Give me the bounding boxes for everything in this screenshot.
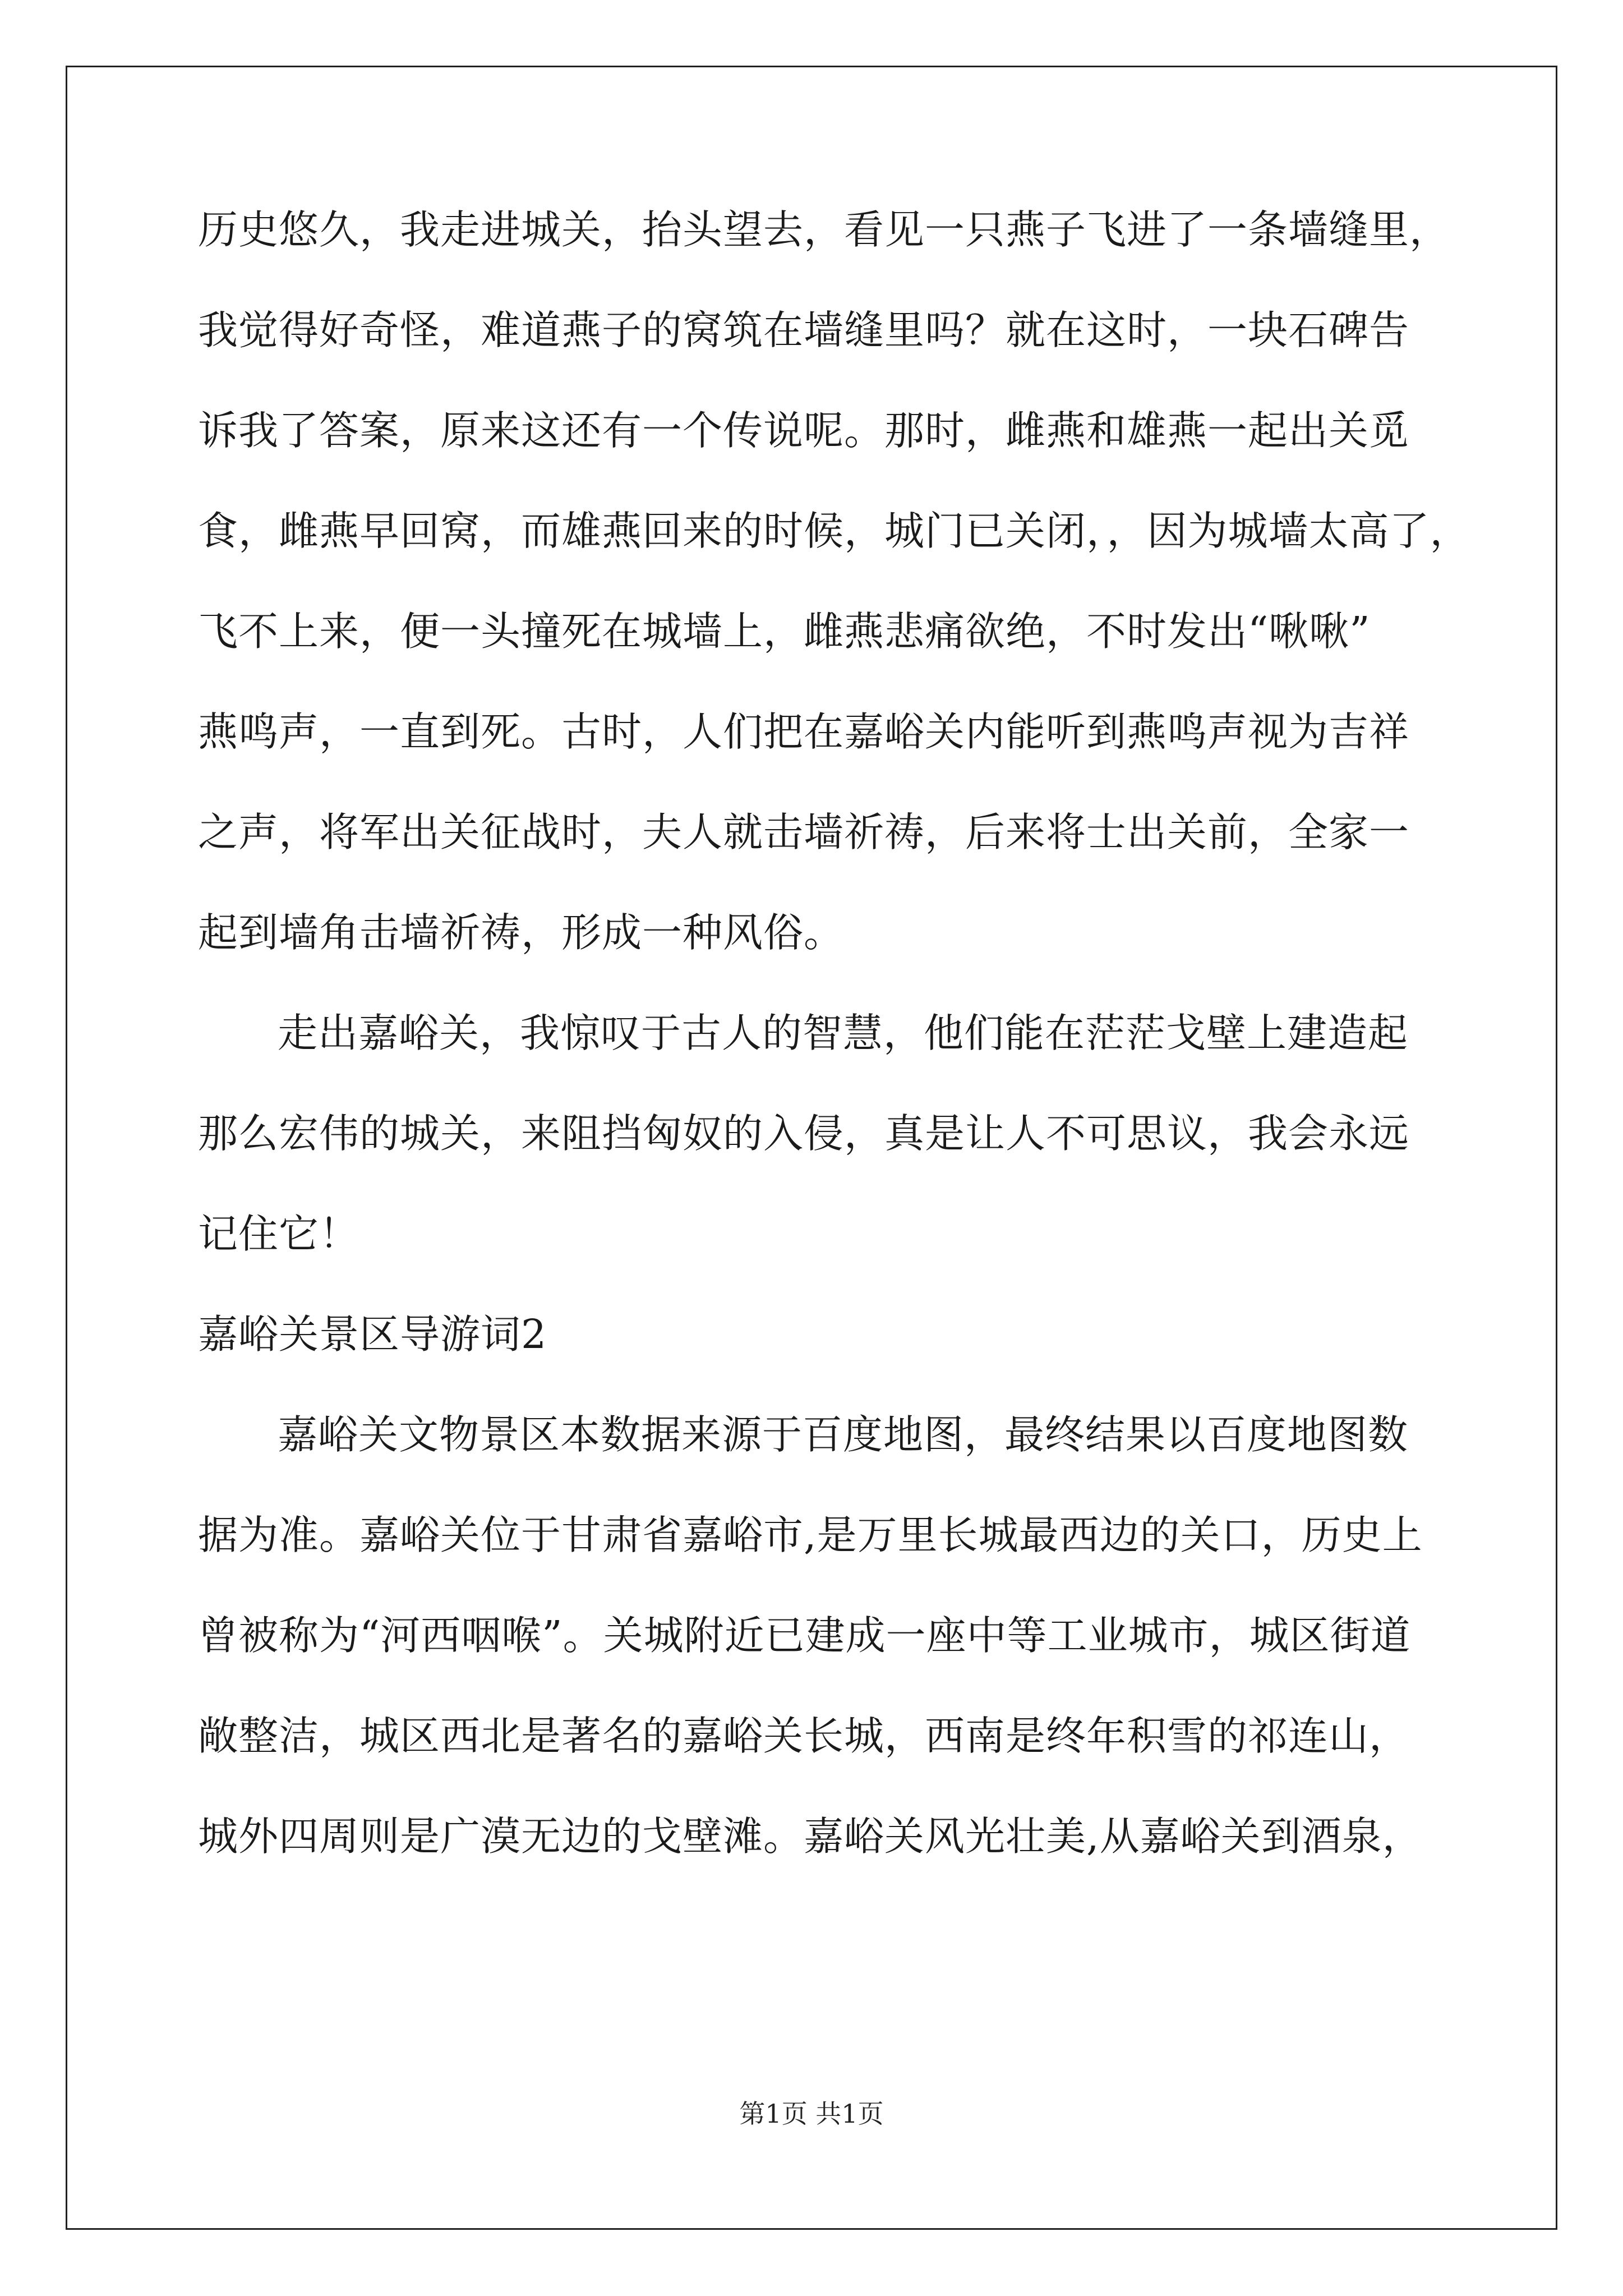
text-line: 据为准。嘉峪关位于甘肃省嘉峪市,是万里长城最西边的关口，历史上 bbox=[198, 1512, 1423, 1558]
paragraph-first-line: 嘉峪关文物景区本数据来源于百度地图，最终结果以百度地图数 bbox=[278, 1411, 1409, 1458]
text-line: 飞不上来，便一头撞死在城墙上，雌燕悲痛欲绝，不时发出“啾啾” bbox=[198, 608, 1371, 655]
text-line: 食，雌燕早回窝，而雄燕回来的时候，城门已关闭，，因为城墙太高了， bbox=[198, 508, 1470, 554]
text-line: 城外四周则是广漠无边的戈壁滩。嘉峪关风光壮美,从嘉峪关到酒泉， bbox=[198, 1813, 1423, 1860]
text-line: 那么宏伟的城关，来阻挡匈奴的入侵，真是让人不可思议，我会永远 bbox=[198, 1110, 1410, 1157]
paragraph-first-line: 走出嘉峪关，我惊叹于古人的智慧，他们能在茫茫戈壁上建造起 bbox=[278, 1010, 1409, 1056]
text-line: 诉我了答案，原来这还有一个传说呢。那时，雌燕和雄燕一起出关觅 bbox=[198, 407, 1410, 454]
text-line: 曾被称为“河西咽喉”。关城附近已建成一座中等工业城市，城区街道 bbox=[198, 1612, 1411, 1659]
text-line: 燕鸣声，一直到死。古时，人们把在嘉峪关内能听到燕鸣声视为吉祥 bbox=[198, 708, 1410, 755]
text-line: 历史悠久，我走进城关，抬头望去，看见一只燕子飞进了一条墙缝里， bbox=[198, 206, 1450, 253]
text-line: 敞整洁，城区西北是著名的嘉峪关长城，西南是终年积雪的祁连山， bbox=[198, 1713, 1410, 1759]
text-line: 之声，将军出关征战时，夫人就击墙祈祷，后来将士出关前，全家一 bbox=[198, 809, 1410, 855]
section-heading: 嘉峪关景区导游词2 bbox=[198, 1311, 547, 1358]
page-number-footer: 第1页 共1页 bbox=[739, 2099, 884, 2129]
text-line: 记住它！ bbox=[198, 1211, 360, 1257]
text-line: 我觉得好奇怪，难道燕子的窝筑在墙缝里吗？就在这时，一块石碑告 bbox=[198, 307, 1410, 353]
text-line: 起到墙角击墙祈祷，形成一种风俗。 bbox=[198, 909, 845, 956]
